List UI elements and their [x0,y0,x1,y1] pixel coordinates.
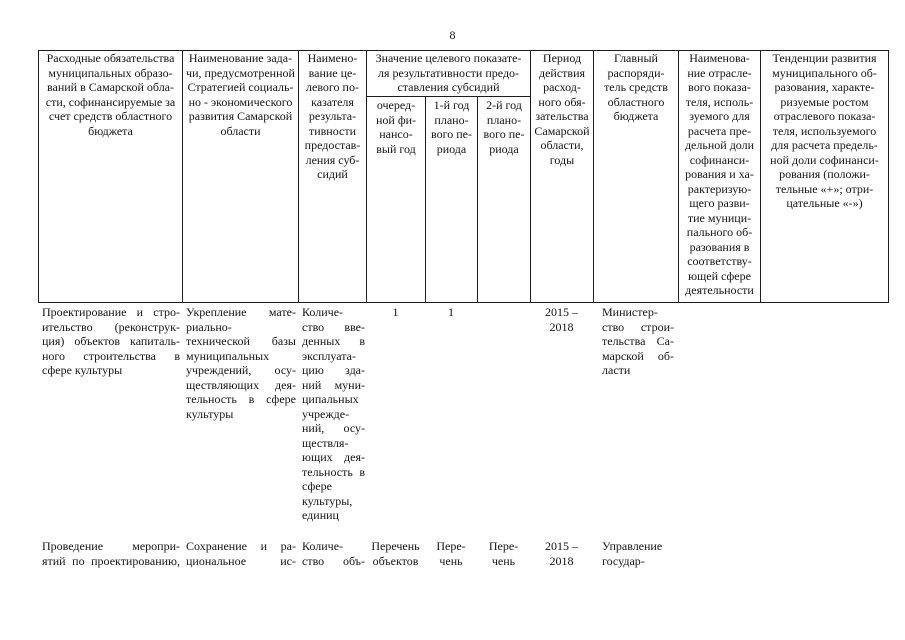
text-line: области [220,123,261,138]
text-line: ний, осу- [302,421,365,435]
text-line: щего разви- [689,196,750,210]
text-line: плано- [434,112,469,127]
cell-chief-administrator [602,305,674,378]
text-line: 2018 [549,319,574,334]
text-line: вого пе- [483,127,525,141]
text-line: государ- [602,553,645,568]
text-line: действия [538,65,586,80]
header-sector-indicator-name [679,51,760,298]
cell-expenditure-obligation [42,305,180,378]
text-line: сфере культуры [42,363,123,377]
text-line: муниципального об- [772,65,877,80]
text-line: ство строи- [602,319,674,334]
text-line: ство вве- [302,319,365,334]
text-line: объектов [372,553,419,568]
text-line: тивности [308,123,357,138]
text-line: разования, характе- [774,80,875,94]
text-line: распоряди- [607,65,665,80]
text-line: Стратегией социаль- [187,80,294,94]
text-line: ние отрасле- [687,65,752,80]
text-line: ция) объектов капиталь- [42,334,180,348]
text-line: риода [436,141,467,156]
text-line: отраслевого показа- [773,109,876,123]
text-line: циональное ис- [186,553,296,568]
text-line: бюджета [613,109,659,123]
text-line: Проектирование и стро- [42,305,180,319]
text-line: казателя [311,94,354,109]
text-line: учрежде- [302,406,350,421]
text-line: ной фи- [375,112,417,127]
text-line: Количе- [302,305,344,319]
text-line: культуры, [302,493,353,508]
text-line: учреждений, осу- [186,363,296,377]
text-line: 1-й год [433,98,470,112]
text-line: тие муници- [687,210,752,225]
header-indicator-value-plan-year-2 [478,98,530,156]
cell-value-current-year [366,305,425,320]
cell-task [186,305,296,421]
text-line: счет средств областного [48,109,173,123]
header-bottom-border [38,302,889,303]
text-line: для расчета предель- [771,138,878,152]
page-number: 8 [449,28,456,42]
header-development-trends [761,51,888,211]
text-line: бюджета [88,123,133,138]
text-line: области, [540,138,584,152]
text-line: Министер- [602,305,658,319]
text-line: Тенденции развития [772,51,877,65]
text-line: Самарской [534,123,590,138]
text-line: Наименова- [689,51,750,65]
text-line: ющей сфере [688,268,751,283]
text-line: вого показа- [688,80,751,94]
header-indicator-name [299,51,366,182]
text-line: ризуемые ростом [780,94,869,109]
header-indicator-value-group [367,51,530,95]
text-line: рования и ха- [685,167,754,181]
text-line: технической базы [186,334,296,348]
cell-chief-administrator [602,539,674,568]
text-line: ятий по проектированию, [42,553,180,568]
cell-expenditure-obligation [42,539,180,568]
text-line: дельной доли [684,138,755,152]
cell-obligation-period [530,305,593,334]
text-line: сидий [317,167,348,181]
text-line: софинанси- [689,152,750,167]
text-line: Проведение меропри- [42,539,180,553]
text-line: ительство (реконструк- [42,319,180,334]
text-line: ля результативности предо- [377,65,520,80]
text-line: ществля- [302,435,349,450]
text-line: тель средств [604,80,668,94]
text-line: марской об- [602,348,674,363]
text-line: развития Самарской [188,109,293,123]
text-line: чень [491,553,516,568]
text-line: расчета пре- [687,123,752,138]
cell-value-plan-year-1 [425,305,477,320]
text-line: вый год [376,141,416,156]
text-line: ного строительства в [42,348,180,363]
column-divider [888,50,889,303]
text-line: ципальных [302,392,359,406]
text-line: ласти [602,363,631,377]
text-line: чень [439,553,463,568]
text-line: Наимено- [307,51,358,65]
text-line: денных в [302,334,365,348]
table-row [0,539,905,569]
header-expenditure-obligations [39,51,182,138]
cell-value-plan-year-2 [477,539,530,568]
table-row [0,305,905,525]
header-indicator-value-current-year [367,98,425,156]
cell-value-current-year [366,539,425,568]
cell-task [186,539,296,568]
text-line: тельные «+»; отри- [775,181,874,196]
text-line: Значение целевого показате- [375,51,522,65]
text-line: муниципальных [186,348,270,363]
text-line: вого пе- [431,127,472,141]
header-obligation-period [531,51,593,167]
text-line: зательства [535,109,589,123]
text-line: областного [607,94,665,109]
text-line: цию зда- [302,363,365,377]
text-line: Сохранение и ра- [186,539,296,553]
header-group-divider [366,96,530,97]
text-line: зуемого для [689,109,750,123]
text-line: ний муни- [302,377,365,392]
text-line: ного обя- [538,94,586,109]
text-line: риально- [186,319,232,334]
cell-indicator [302,539,365,568]
text-line: ной доли софинанси- [770,152,879,167]
text-line: ваний в Самарской обла- [46,80,175,94]
text-line: риода [489,141,519,156]
text-line: левого по- [306,80,359,94]
text-line: тельства Са- [602,334,674,348]
text-line: годы [549,152,575,167]
text-line: 2018 [549,553,574,568]
text-line: Количе- [302,539,344,553]
text-line: расход- [543,80,581,94]
text-line: Наименование зада- [188,51,293,65]
text-line: вание це- [308,65,357,80]
text-line: Пере- [436,539,466,553]
text-line: ществляющих дея- [186,377,296,392]
text-line: эксплуата- [302,348,356,363]
text-line: муниципальных образо- [48,65,173,80]
text-line: но - экономического [188,94,293,109]
text-line: тельность в сфере [186,392,296,406]
cell-obligation-period [530,539,593,568]
text-line: ющих дея- [302,450,365,464]
cell-indicator [302,305,365,523]
text-line: ставления субсидий [397,80,500,94]
text-line: рования (положи- [779,167,870,181]
text-line: Главный [614,51,658,65]
header-indicator-value-plan-year-1 [426,98,477,156]
text-line: 1 [448,305,454,319]
header-chief-administrator [594,51,678,124]
text-line: культуры [186,406,234,421]
text-line: рактеризую- [687,181,752,196]
text-line: чи, предусмотренной [186,65,295,80]
text-line: предостав- [304,138,361,152]
text-line: ство объ- [302,553,365,568]
text-line: ления суб- [305,152,360,167]
text-line: единиц [302,508,339,522]
text-line: цательные «-») [786,196,863,210]
text-line: плано- [486,112,522,127]
cell-value-plan-year-1 [425,539,477,568]
text-line: Пере- [488,539,519,553]
text-line: Период [542,51,582,65]
text-line: соответству- [687,254,752,268]
text-line: сфере [302,479,332,493]
text-line: теля, исполь- [685,94,754,109]
text-line: 2015 – [545,539,578,553]
text-line: тельность в [302,464,365,479]
text-line: деятельности [685,283,754,297]
text-line: разования в [689,239,750,254]
text-line: нансо- [379,127,413,141]
text-line: Перечень [371,539,420,553]
text-line: Укрепление мате- [186,305,296,319]
text-line: теля, используемого [772,123,877,138]
text-line: Расходные обязательства [46,51,175,65]
text-line: сти, софинансируемые за [45,94,176,109]
text-line: 2015 – [545,305,578,319]
text-line: Управление [602,539,663,553]
text-line: результа- [308,109,357,123]
text-line: 2-й год [486,98,522,112]
text-line: 1 [392,305,399,319]
text-line: очеред- [376,98,416,112]
header-task-name [183,51,298,138]
text-line: пального об- [686,225,753,239]
